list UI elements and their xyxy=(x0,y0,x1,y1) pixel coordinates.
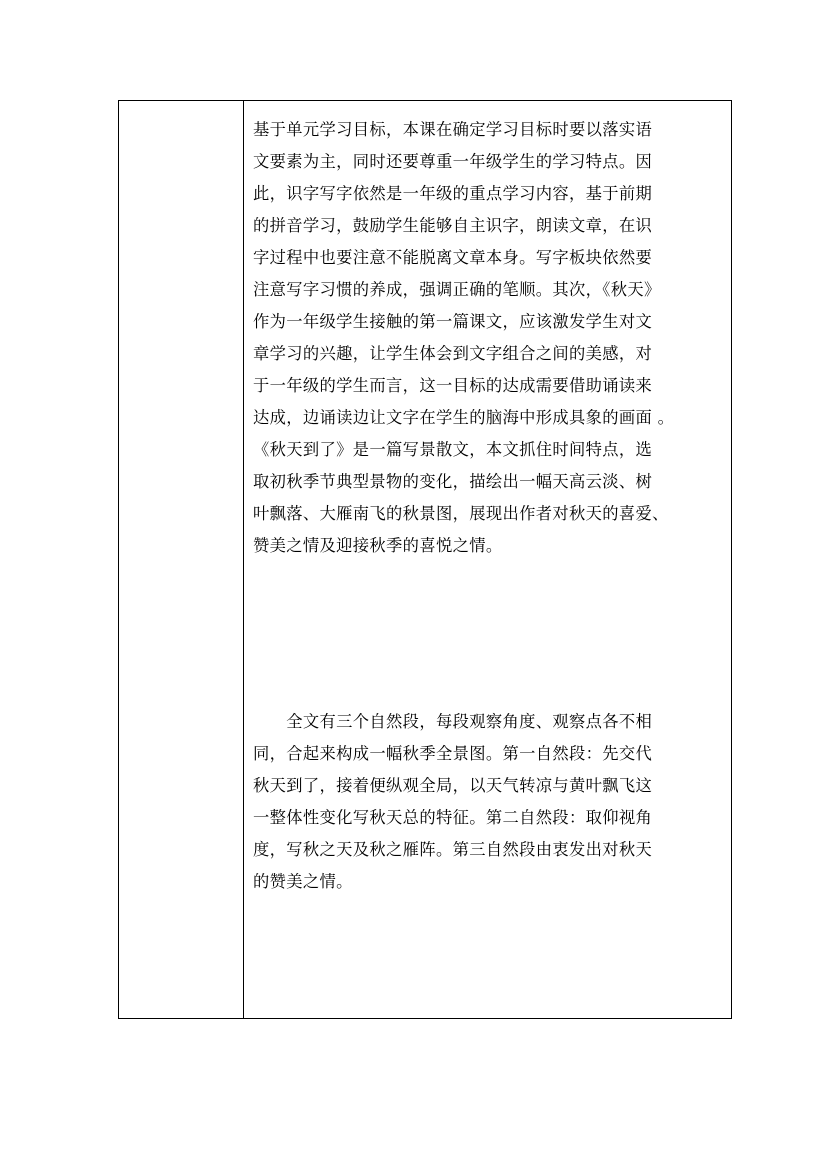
text-line: 一整体性变化写秋天总的特征。第二自然段：取仰视角 xyxy=(253,808,653,827)
table-right-cell xyxy=(244,101,731,1018)
text-line: 基于单元学习目标，本课在确定学习目标时要以落实语 xyxy=(253,120,653,139)
text-line: 字过程中也要注意不能脱离文章本身。写字板块依然要 xyxy=(253,248,653,267)
text-line: 此，识字写字依然是一年级的重点学习内容，基于前期 xyxy=(253,184,653,203)
text-line: 赞美之情及迎接秋季的喜悦之情。 xyxy=(253,536,503,555)
text-line: 秋天到了，接着便纵观全局，以天气转凉与黄叶飘飞这 xyxy=(253,776,653,795)
text-line: 《秋天到了》是一篇写景散文，本文抓住时间特点，选 xyxy=(253,440,653,459)
text-line: 达成，边诵读边让文字在学生的脑海中形成具象的画面 。 xyxy=(253,408,675,427)
text-line: 取初秋季节典型景物的变化，描绘出一幅天高云淡、树 xyxy=(253,472,653,491)
text-line: 同，合起来构成一幅秋季全景图。第一自然段：先交代 xyxy=(253,744,653,763)
text-line: 章学习的兴趣，让学生体会到文字组合之间的美感，对 xyxy=(253,344,653,363)
text-line: 的拼音学习，鼓励学生能够自主识字，朗读文章，在识 xyxy=(253,216,653,235)
content-table xyxy=(118,100,732,1019)
text-line: 的赞美之情。 xyxy=(253,872,353,891)
text-line: 于一年级的学生而言，这一目标的达成需要借助诵读来 xyxy=(253,376,653,395)
text-line: 全文有三个自然段，每段观察角度、观察点各不相 xyxy=(253,712,653,731)
text-line: 度，写秋之天及秋之雁阵。第三自然段由衷发出对秋天 xyxy=(253,840,653,859)
text-line: 文要素为主，同时还要尊重一年级学生的学习特点。因 xyxy=(253,152,653,171)
text-line: 叶飘落、大雁南飞的秋景图，展现出作者对秋天的喜爱、 xyxy=(253,504,669,523)
table-left-cell xyxy=(119,101,244,1018)
paragraph-text-structure xyxy=(253,706,725,898)
text-line: 作为一年级学生接触的第一篇课文，应该激发学生对文 xyxy=(253,312,653,331)
paragraph-unit-goals xyxy=(253,114,725,562)
text-line: 注意写字习惯的养成，强调正确的笔顺。其次，《秋天》 xyxy=(253,280,661,299)
